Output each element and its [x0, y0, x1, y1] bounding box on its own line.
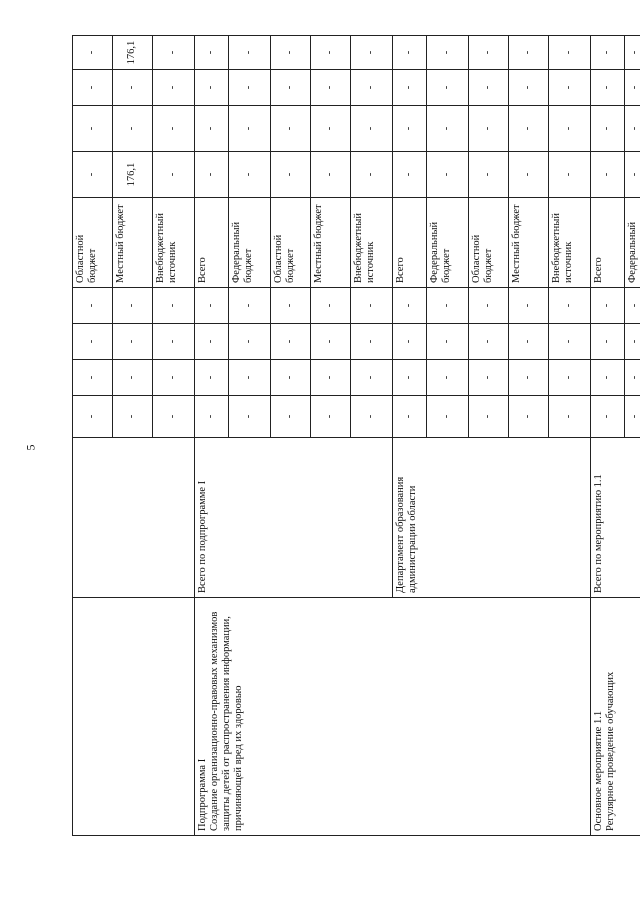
subprogram-title: Подпрограмма I	[197, 758, 208, 831]
dash-cell: -	[271, 360, 311, 396]
dash-cell: -	[113, 288, 153, 324]
dash-cell: -	[427, 288, 469, 324]
dash-cell: -	[625, 360, 640, 396]
dash-cell: -	[153, 288, 195, 324]
dash-cell: -	[591, 324, 625, 360]
page-number: 5	[23, 444, 38, 451]
dash-cell: -	[625, 324, 640, 360]
dash-cell: -	[469, 70, 509, 106]
dash-cell: -	[469, 288, 509, 324]
subprogram-cell	[195, 598, 591, 836]
dash-cell: -	[393, 396, 427, 438]
dash-cell: -	[229, 324, 271, 360]
dash-cell: -	[311, 70, 351, 106]
dash-cell: -	[229, 288, 271, 324]
dash-cell: -	[73, 288, 113, 324]
dash-cell: -	[351, 70, 393, 106]
source-cell: Всего	[393, 198, 427, 288]
dash-cell: -	[427, 396, 469, 438]
table-row	[195, 36, 229, 836]
dash-cell: -	[229, 106, 271, 152]
dash-cell: -	[393, 152, 427, 198]
dash-cell: -	[113, 70, 153, 106]
source-cell: Всего	[591, 198, 625, 288]
dash-cell: -	[229, 396, 271, 438]
dash-cell: -	[229, 36, 271, 70]
dash-cell: -	[549, 396, 591, 438]
dash-cell: -	[351, 36, 393, 70]
dash-cell: -	[427, 360, 469, 396]
dash-cell: -	[153, 152, 195, 198]
dash-cell: -	[549, 324, 591, 360]
dash-cell: -	[469, 152, 509, 198]
dash-cell: -	[549, 70, 591, 106]
dash-cell: -	[195, 360, 229, 396]
dash-cell: -	[351, 288, 393, 324]
main-activity-description: Регулярное проведение обучающих	[605, 671, 617, 831]
dash-cell: -	[427, 324, 469, 360]
table-row	[591, 36, 625, 836]
dash-cell: -	[73, 324, 113, 360]
rotated-table-inner	[72, 36, 640, 836]
dash-cell: -	[229, 360, 271, 396]
dash-cell: -	[311, 288, 351, 324]
dash-cell: -	[469, 36, 509, 70]
dash-cell: -	[73, 106, 113, 152]
dash-cell: -	[113, 324, 153, 360]
dash-cell: -	[427, 106, 469, 152]
dash-cell: -	[549, 360, 591, 396]
dash-cell: -	[113, 106, 153, 152]
dash-cell: -	[351, 152, 393, 198]
source-cell: Внебюджетный источник	[549, 198, 591, 288]
dash-cell: -	[153, 70, 195, 106]
source-cell: Внебюджетный источник	[153, 198, 195, 288]
dash-cell: -	[271, 152, 311, 198]
dash-cell: -	[625, 106, 640, 152]
dash-cell: -	[351, 324, 393, 360]
dash-cell: -	[393, 288, 427, 324]
dash-cell: -	[509, 288, 549, 324]
main-activity-cell	[591, 598, 640, 836]
dash-cell: -	[195, 70, 229, 106]
dash-cell: -	[625, 288, 640, 324]
dash-cell: -	[509, 36, 549, 70]
dash-cell: -	[229, 152, 271, 198]
dash-cell: -	[393, 360, 427, 396]
dash-cell: -	[427, 70, 469, 106]
dash-cell: -	[153, 360, 195, 396]
dash-cell: -	[351, 106, 393, 152]
dash-cell: -	[113, 360, 153, 396]
source-cell: Местный бюджет	[311, 198, 351, 288]
dash-cell: -	[73, 360, 113, 396]
dash-cell: -	[73, 36, 113, 70]
dash-cell: -	[469, 106, 509, 152]
dash-cell: -	[549, 152, 591, 198]
dash-cell: -	[195, 396, 229, 438]
dash-cell: -	[591, 70, 625, 106]
dash-cell: -	[549, 106, 591, 152]
dash-cell: -	[195, 106, 229, 152]
source-cell: Федеральный бюджет	[229, 198, 271, 288]
dash-cell: -	[311, 360, 351, 396]
dash-cell: -	[73, 152, 113, 198]
dash-cell: -	[591, 288, 625, 324]
dash-cell: -	[351, 360, 393, 396]
dash-cell: -	[311, 36, 351, 70]
dash-cell: -	[427, 152, 469, 198]
dash-cell: -	[591, 36, 625, 70]
dash-cell: -	[393, 36, 427, 70]
dash-cell: -	[591, 106, 625, 152]
dash-cell: -	[311, 106, 351, 152]
dash-cell: -	[625, 36, 640, 70]
dash-cell: -	[73, 70, 113, 106]
main-activity-total-label: Всего по мероприятию 1.1	[591, 438, 640, 598]
dash-cell: -	[625, 70, 640, 106]
subprogram-description: Создание организационно-правовых механизмов защиты детей от распространения информации, причиняющей вред их здоровью	[209, 611, 245, 831]
value-cell: 176,1	[113, 36, 153, 70]
dash-cell: -	[351, 396, 393, 438]
dash-cell: -	[625, 396, 640, 438]
dash-cell: -	[509, 324, 549, 360]
source-cell: Всего	[195, 198, 229, 288]
dash-cell: -	[271, 288, 311, 324]
budget-table	[72, 35, 640, 836]
dash-cell: -	[591, 152, 625, 198]
dash-cell: -	[509, 396, 549, 438]
value-cell: 176,1	[113, 152, 153, 198]
carryover-responsible-cell	[73, 438, 195, 598]
dash-cell: -	[311, 396, 351, 438]
dash-cell: -	[195, 36, 229, 70]
dash-cell: -	[153, 396, 195, 438]
dash-cell: -	[393, 106, 427, 152]
dash-cell: -	[427, 36, 469, 70]
dash-cell: -	[271, 106, 311, 152]
source-cell: Внебюджетный источник	[351, 198, 393, 288]
dash-cell: -	[73, 396, 113, 438]
dash-cell: -	[591, 360, 625, 396]
dash-cell: -	[393, 70, 427, 106]
source-cell: Областной бюджет	[73, 198, 113, 288]
carryover-name-cell	[73, 598, 195, 836]
dash-cell: -	[509, 70, 549, 106]
dash-cell: -	[549, 36, 591, 70]
dash-cell: -	[311, 324, 351, 360]
dash-cell: -	[625, 152, 640, 198]
department-label: Департамент образования администрации области	[393, 438, 591, 598]
dash-cell: -	[311, 152, 351, 198]
subprogram-total-label: Всего по подпрограмме I	[195, 438, 393, 598]
dash-cell: -	[195, 152, 229, 198]
source-cell: Федеральный	[625, 198, 640, 288]
dash-cell: -	[509, 360, 549, 396]
dash-cell: -	[271, 324, 311, 360]
dash-cell: -	[113, 396, 153, 438]
dash-cell: -	[509, 106, 549, 152]
dash-cell: -	[591, 396, 625, 438]
dash-cell: -	[509, 152, 549, 198]
dash-cell: -	[153, 106, 195, 152]
dash-cell: -	[549, 288, 591, 324]
dash-cell: -	[153, 324, 195, 360]
source-cell: Областной бюджет	[469, 198, 509, 288]
dash-cell: -	[229, 70, 271, 106]
dash-cell: -	[195, 288, 229, 324]
dash-cell: -	[469, 324, 509, 360]
source-cell: Местный бюджет	[113, 198, 153, 288]
source-cell: Областной бюджет	[271, 198, 311, 288]
source-cell: Местный бюджет	[509, 198, 549, 288]
main-activity-title: Основное мероприятие 1.1	[593, 710, 604, 831]
dash-cell: -	[271, 36, 311, 70]
source-cell: Федеральный бюджет	[427, 198, 469, 288]
dash-cell: -	[393, 324, 427, 360]
dash-cell: -	[195, 324, 229, 360]
dash-cell: -	[469, 360, 509, 396]
dash-cell: -	[271, 396, 311, 438]
table-row	[73, 36, 113, 836]
dash-cell: -	[271, 70, 311, 106]
dash-cell: -	[153, 36, 195, 70]
rotated-table-container	[72, 36, 640, 836]
dash-cell: -	[469, 396, 509, 438]
